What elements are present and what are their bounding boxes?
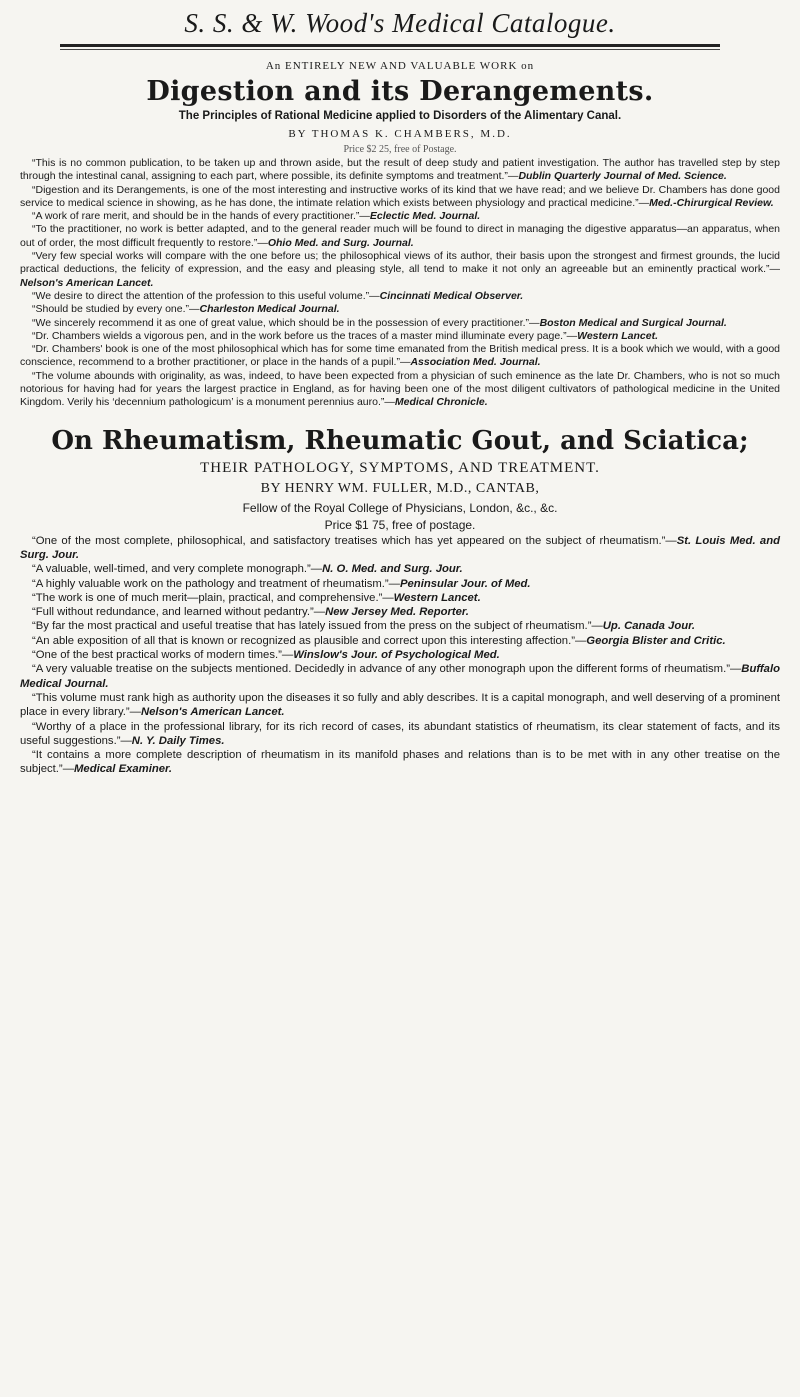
- review-quote: [20, 370, 780, 410]
- review-quote: [20, 691, 780, 720]
- review-text: “One of the most complete, philosophical, and satisfactory treatises which has yet appeared on the subject of rheumatism.”—: [32, 534, 677, 547]
- review-text: “One of the best practical works of modern times.”—: [32, 649, 294, 662]
- review-source: Peninsular Jour. of Med.: [399, 577, 531, 590]
- review-quote: [20, 290, 780, 303]
- review-quote: [20, 250, 780, 290]
- review-source: Boston Medical and Surgical Journal.: [539, 316, 727, 329]
- review-text: “To the practitioner, no work is better adapted, and to the general reader much will be found to direct in managing the digestive apparatus—an apparatus, when out of order, the most difficult frequently to restore.”—: [20, 223, 780, 249]
- review-text: “We sincerely recommend it as one of great value, which should be in the possession of every practitioner.”—: [32, 316, 540, 329]
- review-source: Nelson's American Lancet.: [20, 276, 154, 289]
- book1-tagline: An ENTIRELY NEW AND VALUABLE WORK on: [265, 60, 535, 72]
- review-quote: [20, 619, 780, 633]
- review-source: Western Lancet.: [577, 329, 659, 342]
- review-text: “Worthy of a place in the professional library, for its rich record of cases, its abundant statistics of rheumatism, its clear statement of facts, and its useful suggestions.”—: [20, 720, 780, 747]
- review-source: Medical Examiner.: [74, 763, 172, 776]
- review-quote: [20, 303, 780, 316]
- review-source: Med.-Chirurgical Review.: [649, 196, 774, 209]
- review-source: Medical Chronicle.: [394, 396, 488, 409]
- review-source: Eclectic Med. Journal.: [369, 210, 481, 223]
- review-source: Cincinnati Medical Observer.: [379, 289, 524, 302]
- book2-advertisement: [20, 426, 780, 777]
- book2-price: Price $1 75, free of postage.: [324, 517, 476, 532]
- review-text: “The work is one of much merit—plain, practical, and comprehensive.”—: [32, 591, 394, 604]
- review-quote: [20, 720, 780, 749]
- review-quote: [20, 184, 780, 211]
- review-source: Ohio Med. and Surg. Journal.: [267, 236, 414, 249]
- review-quote: [20, 343, 780, 370]
- review-source: New Jersey Med. Reporter.: [325, 606, 469, 619]
- review-source: N. Y. Daily Times.: [131, 734, 225, 747]
- review-quote: [20, 605, 780, 619]
- review-text: “Dr. Chambers wields a vigorous pen, and in the work before us the traces of a master mind illuminate every page.”—: [32, 329, 578, 342]
- review-text: “A very valuable treatise on the subjects mentioned. Decidedly in advance of any other monograph upon the different forms of rheumatism.”—: [32, 663, 742, 676]
- review-quote: [20, 591, 780, 605]
- review-text: “By far the most practical and useful treatise that has lately issued from the press on the subject of rheumatism.”—: [32, 620, 603, 633]
- book2-author: BY HENRY WM. FULLER, M.D., CANTAB,: [260, 480, 540, 496]
- review-text: “This volume must rank high as authority upon the diseases it so fully and ably describes. It is a capital monograph, and well deserving of a prominent place in every library.”—: [20, 691, 780, 719]
- review-quote: [20, 210, 780, 223]
- review-source: Association Med. Journal.: [410, 356, 541, 369]
- review-text: “Digestion and its Derangements, is one of the most interesting and instructive works of its kind that we have read; and we believe Dr. Chambers has done good service to medical science in showing, as he has done, the intimate relation which exists between physiology and practical medicine.”—: [20, 183, 780, 209]
- review-source: Western Lancet.: [393, 591, 481, 604]
- review-text: “This is no common publication, to be taken up and thrown aside, but the result of deep study and patient investigation. The author has travelled step by step through the intestinal canal, assigning to each part, where possible, its definite symptoms and treatment.”—: [20, 157, 780, 183]
- review-quote: [20, 748, 780, 777]
- review-text: “Full without redundance, and learned without pedantry.”—: [32, 606, 326, 619]
- review-text: “An able exposition of all that is known or recognized as plausible and correct upon this interesting affection.”—: [32, 634, 587, 647]
- review-quote: [20, 157, 780, 184]
- review-quote: [20, 634, 780, 648]
- review-text: “Very few special works will compare with the one before us; the philosophical views of its author, their basis upon the strongest and firmest grounds, the lucid practical deductions, the felicity of expression, and the easy and pleasing style, all tend to make it not only an agreeable but an eminently practical work.”—: [20, 250, 780, 276]
- book2-title: On Rheumatism, Rheumatic Gout, and Sciatica;: [51, 425, 749, 456]
- review-text: “Dr. Chambers' book is one of the most philosophical which has for some time emanated from the British medical press. It is a book which we would, with a good conscience, recommend to a brother practitioner, or place in the hands of a pupil.”—: [20, 343, 780, 369]
- book2-subtitle: THEIR PATHOLOGY, SYMPTOMS, AND TREATMENT.: [200, 459, 600, 476]
- review-quote: [20, 317, 780, 330]
- review-text: “A work of rare merit, and should be in the hands of every practitioner.”—: [32, 210, 370, 223]
- review-quote: [20, 648, 780, 662]
- header-rule-thin: [60, 49, 720, 50]
- book1-reviews: [20, 157, 780, 410]
- review-text: “Should be studied by every one.”—: [32, 303, 200, 316]
- review-quote: [20, 577, 780, 591]
- review-source: Dublin Quarterly Journal of Med. Science.: [518, 170, 727, 183]
- review-source: St. Louis Med. and Surg. Jour.: [20, 534, 780, 561]
- review-quote: [20, 534, 780, 563]
- review-source: Georgia Blister and Critic.: [586, 634, 726, 647]
- running-head: S. S. & W. Wood's Medical Catalogue.: [184, 8, 616, 38]
- review-text: “It contains a more complete description of rheumatism in its manifold phases and relations than is to be met with in any other treatise on the subject.”—: [20, 749, 780, 776]
- book2-fellow: Fellow of the Royal College of Physicians, London, &c., &c.: [242, 500, 558, 515]
- book1-price: Price $2 25, free of Postage.: [343, 144, 457, 155]
- review-quote: [20, 330, 780, 343]
- review-source: Winslow's Jour. of Psychological Med.: [293, 649, 500, 662]
- review-source: Nelson's American Lancet.: [140, 706, 285, 719]
- header-rule-thick: [60, 44, 720, 47]
- review-source: Charleston Medical Journal.: [199, 303, 340, 316]
- review-source: Buffalo Medical Journal.: [20, 663, 780, 690]
- book1-title: Digestion and its Derangements.: [146, 76, 654, 107]
- review-text: “A valuable, well-timed, and very complete monograph.”—: [32, 563, 323, 576]
- review-quote: [20, 562, 780, 576]
- review-text: “A highly valuable work on the pathology and treatment of rheumatism.”—: [32, 577, 400, 590]
- review-quote: [20, 223, 780, 250]
- review-quote: [20, 662, 780, 691]
- book2-reviews: [20, 534, 780, 777]
- review-text: “We desire to direct the attention of the profession to this useful volume.”—: [32, 289, 380, 302]
- book1-advertisement: [20, 60, 780, 410]
- review-text: “The volume abounds with originality, as was, indeed, to have been expected from a physician of such eminence as the late Dr. Chambers, who is not so much notorious for having had for years the largest practice in England, as for having been one of the most diligent cultivators of pathological medicine in the United Kingdom. Verily his ‘decennium pathologicum’ is a monument perennius auro.”—: [20, 369, 780, 409]
- review-source: Up. Canada Jour.: [602, 620, 696, 633]
- book1-author: BY THOMAS K. CHAMBERS, M.D.: [288, 128, 512, 140]
- book1-subtitle: The Principles of Rational Medicine applied to Disorders of the Alimentary Canal.: [178, 110, 622, 122]
- review-source: N. O. Med. and Surg. Jour.: [322, 563, 463, 576]
